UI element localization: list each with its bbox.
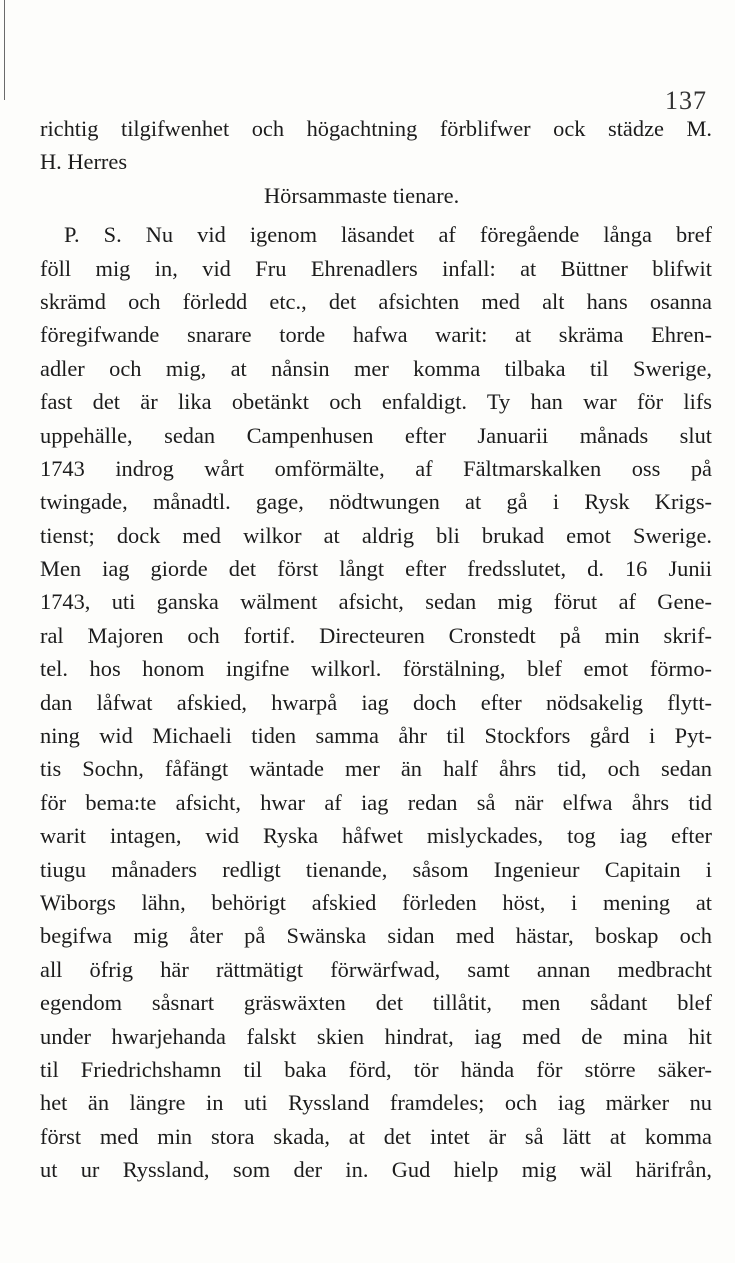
postscript-line: 1743, uti ganska wälment afsicht, sedan mig förut af Gene- (40, 589, 712, 615)
postscript-line: adler och mig, at nånsin mer komma tilbaka til Swerige, (40, 355, 712, 381)
postscript-line: skrämd och förledd etc., det afsichten med alt hans osanna (40, 288, 712, 314)
postscript-line: warit intagen, wid Ryska håfwet mislyckades, tog iag efter (40, 823, 712, 849)
postscript-line: föregifwande snarare torde hafwa warit: at skräma Ehren- (40, 322, 712, 348)
postscript-line: all öfrig här rättmätigt förwärfwad, samt annan medbracht (40, 956, 712, 982)
postscript-line: ning wid Michaeli tiden samma åhr til Stockfors gård i Pyt- (40, 723, 712, 749)
postscript-line: tis Sochn, fåfängt wäntade mer än half åhrs tid, och sedan (40, 756, 712, 782)
postscript-line: tiugu månaders redligt tienande, såsom Ingenieur Capitain i (40, 856, 712, 882)
postscript-line: tel. hos honom ingifne wilkorl. förstälning, blef emot förmo- (40, 656, 712, 682)
postscript-line: under hwarjehanda falskt skien hindrat, iag med de mina hit (40, 1023, 712, 1049)
text-line: H. Herres (40, 149, 128, 175)
page-number: 137 (665, 86, 707, 115)
postscript-line: het än längre in uti Ryssland framdeles; och iag märker nu (40, 1090, 712, 1116)
postscript-line: föll mig in, vid Fru Ehrenadlers infall: at Büttner blifwit (40, 255, 712, 281)
postscript-line: Men iag giorde det först långt efter fredsslutet, d. 16 Junii (40, 556, 712, 582)
postscript-line: först med min stora skada, at det intet är så lätt at komma (40, 1123, 712, 1149)
postscript-line: P. S. Nu vid igenom läsandet af föregående långa bref (64, 222, 712, 248)
postscript-line: ral Majoren och fortif. Directeuren Cronstedt på min skrif- (40, 622, 712, 648)
postscript-line: 1743 indrog wårt omförmälte, af Fältmarskalken oss på (40, 455, 712, 481)
postscript-line: uppehälle, sedan Campenhusen efter Januarii månads slut (40, 422, 712, 448)
postscript-line: twingade, månadtl. gage, nödtwungen at gå i Rysk Krigs- (40, 489, 712, 515)
postscript-line: Wiborgs lähn, behörigt afskied förleden höst, i mening at (40, 889, 712, 915)
postscript-line: för bema:te afsicht, hwar af iag redan så när elfwa åhrs tid (40, 789, 712, 815)
postscript-line: fast det är lika obetänkt och enfaldigt. Ty han war för lifs (40, 389, 712, 415)
text-line: richtig tilgifwenhet och högachtning förblifwer ock städze M. (40, 116, 712, 141)
letter-text (40, 112, 712, 1187)
postscript-line: til Friedrichshamn til baka förd, tör hända för större säker- (40, 1056, 712, 1082)
postscript-line: tienst; dock med wilkor at aldrig bli brukad emot Swerige. (40, 522, 712, 548)
postscript-line: begifwa mig åter på Swänska sidan med hästar, boskap och (40, 923, 712, 949)
page-edge-line (4, 0, 5, 100)
signature-line: Hörsammaste tienare. (264, 182, 460, 208)
postscript-line: dan låfwat afskied, hwarpå iag doch efter nödsakelig flytt- (40, 689, 712, 715)
postscript-line: ut ur Ryssland, som der in. Gud hielp mig wäl härifrån, (40, 1157, 712, 1183)
postscript-line: egendom såsnart gräswäxten det tillåtit, men sådant blef (40, 990, 712, 1016)
